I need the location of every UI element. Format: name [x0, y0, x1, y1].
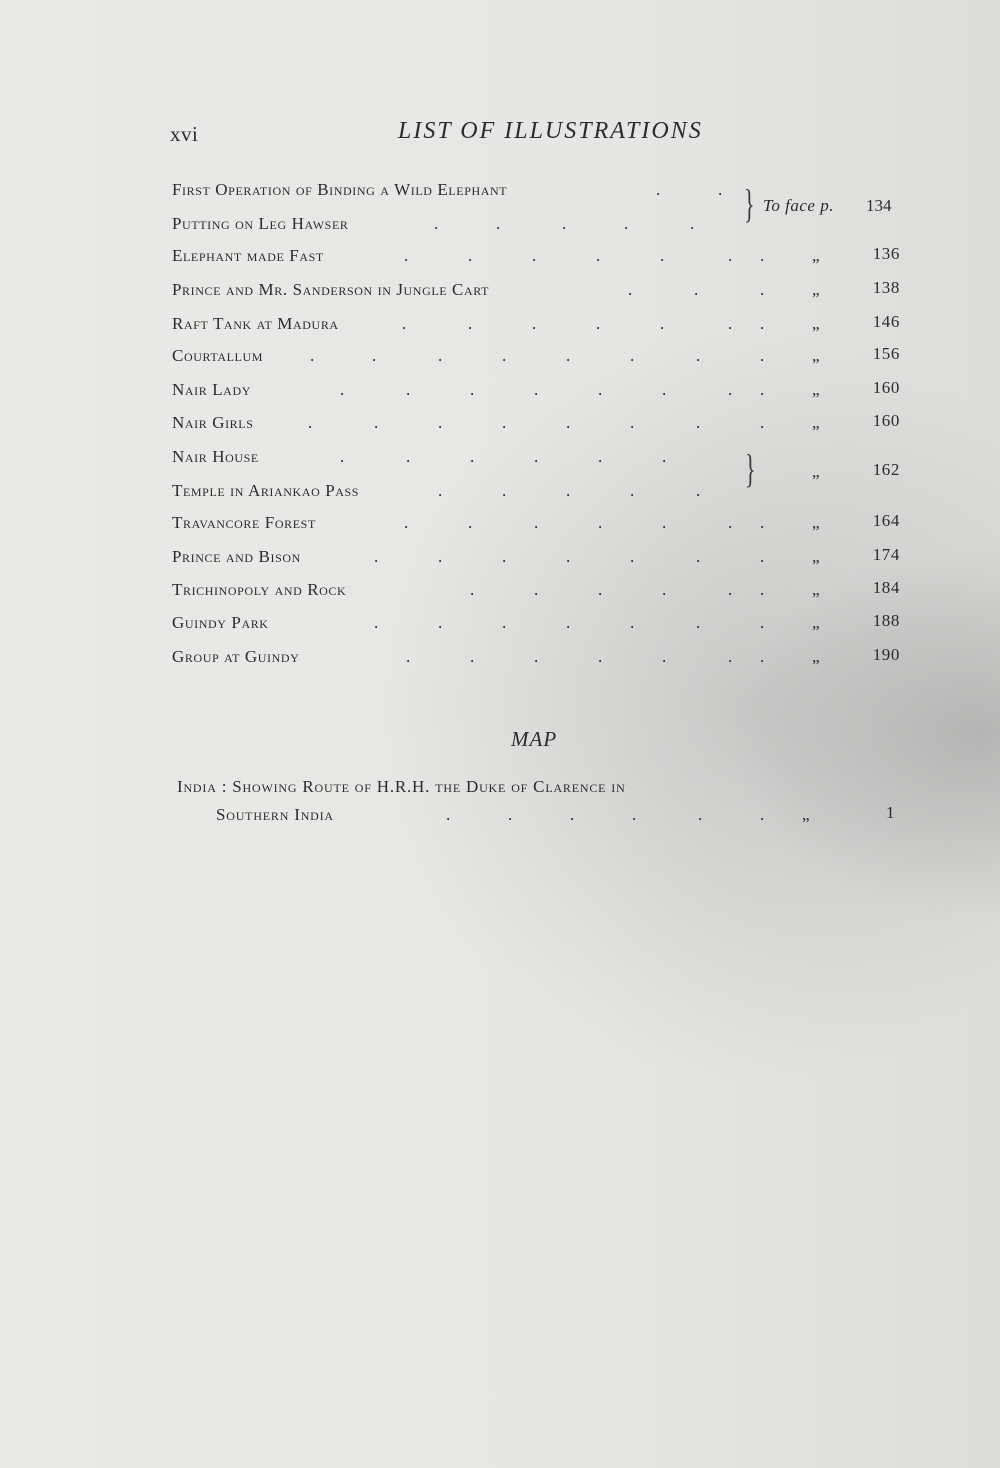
entry-page: 160: [872, 378, 900, 397]
leader-dot: .: [502, 547, 507, 566]
entry-page: 190: [872, 645, 900, 664]
leader-dot: .: [534, 513, 539, 532]
entry-page: 162: [872, 460, 900, 479]
leader-dot: .: [566, 346, 571, 365]
leader-dot: .: [760, 280, 765, 299]
illustration-entry: [172, 613, 902, 641]
entry-page: 174: [872, 545, 900, 564]
leader-dot: .: [728, 380, 733, 399]
leader-dot: .: [662, 380, 667, 399]
leader-dot: .: [596, 246, 601, 265]
entry-title: Prince and Bison: [172, 547, 301, 566]
entry-title: Raft Tank at Madura: [172, 314, 339, 333]
entry-page: 184: [872, 578, 900, 597]
leader-dot: .: [728, 246, 733, 265]
leader-dot: .: [468, 314, 473, 333]
leader-dot: .: [728, 314, 733, 333]
leader-dot: .: [470, 580, 475, 599]
leader-dot: .: [596, 314, 601, 333]
leader-dot: .: [662, 513, 667, 532]
entry-title: Nair Lady: [172, 380, 251, 399]
entry-title: Guindy Park: [172, 613, 269, 632]
entry-title: Putting on Leg Hawser: [172, 214, 349, 233]
entry-page: 160: [872, 411, 900, 430]
leader-dot: .: [760, 314, 765, 333]
leader-dot: .: [696, 346, 701, 365]
leader-dot: .: [372, 346, 377, 365]
entry-title: Prince and Mr. Sanderson in Jungle Cart: [172, 280, 490, 299]
leader-dot: .: [406, 380, 411, 399]
leader-dot: .: [562, 214, 567, 233]
illustration-entry: [172, 547, 902, 575]
ditto-mark: „: [812, 462, 821, 481]
leader-dot: .: [502, 481, 507, 500]
grouped-page-ref: [172, 462, 902, 490]
ditto-mark: „: [812, 246, 821, 265]
face-page-number: 134: [866, 196, 892, 215]
leader-dot: .: [630, 413, 635, 432]
leader-dot: .: [340, 447, 345, 466]
leader-dot: .: [534, 580, 539, 599]
leader-dot: .: [760, 580, 765, 599]
ditto-mark: „: [812, 314, 821, 333]
leader-dot: .: [502, 346, 507, 365]
ditto-mark: „: [812, 513, 821, 532]
leader-dot: .: [728, 580, 733, 599]
leader-dot: .: [308, 413, 313, 432]
leader-dot: .: [468, 246, 473, 265]
leader-dot: .: [728, 513, 733, 532]
leader-dot: .: [406, 647, 411, 666]
ditto-mark: „: [812, 647, 821, 666]
map-entry-title: India : Showing Route of H.R.H. the Duke of Clarence in: [177, 777, 626, 796]
illustration-entry: [172, 380, 902, 408]
leader-dot: .: [696, 481, 701, 500]
leader-dot: .: [760, 413, 765, 432]
leader-dot: .: [662, 647, 667, 666]
leader-dot: .: [438, 613, 443, 632]
entry-title: Nair Girls: [172, 413, 254, 432]
running-head: [170, 118, 900, 150]
leader-dot: .: [628, 280, 633, 299]
leader-dot: .: [438, 481, 443, 500]
map-page-number: 1: [886, 803, 896, 822]
entry-page: 188: [872, 611, 900, 630]
leader-dot: .: [660, 314, 665, 333]
leader-dot: .: [760, 613, 765, 632]
leader-dot: .: [566, 613, 571, 632]
leader-dot: .: [696, 613, 701, 632]
leader-dot: .: [374, 413, 379, 432]
entry-page: 164: [872, 511, 900, 530]
leader-dot: .: [698, 805, 704, 824]
leader-dot: .: [660, 246, 665, 265]
leader-dot: .: [402, 314, 407, 333]
entry-title: Trichinopoly and Rock: [172, 580, 347, 599]
ditto-mark: „: [812, 380, 821, 399]
leader-dot: .: [760, 647, 765, 666]
leader-dot: .: [624, 214, 629, 233]
leader-dot: .: [470, 447, 475, 466]
illustration-entry: [172, 246, 902, 274]
entry-title: Elephant made Fast: [172, 246, 324, 265]
leader-dot: .: [598, 647, 603, 666]
illustration-entry: [172, 346, 902, 374]
entry-page: 136: [872, 244, 900, 263]
leader-dot: .: [760, 547, 765, 566]
leader-dot: .: [468, 513, 473, 532]
leader-dot: .: [470, 647, 475, 666]
leader-dot: .: [696, 413, 701, 432]
leader-dot: .: [310, 346, 315, 365]
leader-dot: .: [438, 547, 443, 566]
leader-dot: .: [532, 246, 537, 265]
leader-dot: .: [632, 805, 638, 824]
leader-dot: .: [630, 547, 635, 566]
leader-dot: .: [534, 447, 539, 466]
leader-dot: .: [598, 580, 603, 599]
leader-dot: .: [760, 380, 765, 399]
leader-dot: .: [598, 447, 603, 466]
entry-title: Travancore Forest: [172, 513, 316, 532]
leader-dot: .: [502, 413, 507, 432]
entry-page: 138: [872, 278, 900, 297]
leader-dot: .: [496, 214, 501, 233]
leader-dot: .: [598, 513, 603, 532]
illustration-entry: [172, 413, 902, 441]
ditto-mark: „: [812, 580, 821, 599]
to-face-label: To face p.: [763, 196, 834, 215]
illustration-entry: [172, 580, 902, 608]
leader-dot: .: [718, 180, 723, 199]
leader-dot: .: [434, 214, 439, 233]
leader-dot: .: [690, 214, 695, 233]
leader-dot: .: [696, 547, 701, 566]
leader-dot: .: [760, 346, 765, 365]
entry-title: Nair House: [172, 447, 259, 466]
leader-dot: .: [570, 805, 576, 824]
leader-dot: .: [662, 580, 667, 599]
entry-page: 146: [872, 312, 900, 331]
page-title: LIST OF ILLUSTRATIONS: [398, 118, 703, 144]
leader-dot: .: [508, 805, 514, 824]
leader-dot: .: [532, 314, 537, 333]
brace-icon: }: [745, 446, 756, 491]
leader-dot: .: [534, 647, 539, 666]
leader-dot: .: [662, 447, 667, 466]
ditto-mark: „: [812, 413, 821, 432]
leader-dot: .: [502, 613, 507, 632]
entry-title: Group at Guindy: [172, 647, 300, 666]
leader-dot: .: [760, 513, 765, 532]
leader-dot: .: [566, 481, 571, 500]
ditto-mark: „: [812, 346, 821, 365]
leader-dot: .: [404, 513, 409, 532]
leader-dot: .: [406, 447, 411, 466]
entry-title: Temple in Ariankao Pass: [172, 481, 360, 500]
leader-dot: .: [566, 547, 571, 566]
ditto-mark: „: [812, 613, 821, 632]
map-heading: MAP: [511, 727, 558, 751]
ditto-mark: „: [802, 805, 811, 824]
ditto-mark: „: [812, 547, 821, 566]
entry-page: 156: [872, 344, 900, 363]
page-number: xvi: [170, 122, 199, 146]
map-entry-title-cont: Southern India: [216, 805, 334, 824]
illustration-entry: [172, 280, 902, 308]
leader-dot: .: [760, 805, 766, 824]
leader-dot: .: [438, 346, 443, 365]
leader-dot: .: [534, 380, 539, 399]
leader-dot: .: [374, 613, 379, 632]
leader-dot: .: [374, 547, 379, 566]
entry-title: Courtallum: [172, 346, 263, 365]
illustration-entry: [172, 647, 902, 675]
leader-dot: .: [404, 246, 409, 265]
leader-dot: .: [598, 380, 603, 399]
leader-dot: .: [446, 805, 452, 824]
illustration-entry: [172, 513, 902, 541]
leader-dot: .: [760, 246, 765, 265]
leader-dot: .: [728, 647, 733, 666]
leader-dot: .: [630, 613, 635, 632]
ditto-mark: „: [812, 280, 821, 299]
brace-icon: }: [744, 181, 755, 226]
leader-dot: .: [656, 180, 661, 199]
leader-dot: .: [630, 346, 635, 365]
leader-dot: .: [694, 280, 699, 299]
map-entry-continuation: [216, 805, 906, 833]
leader-dot: .: [470, 380, 475, 399]
leader-dot: .: [630, 481, 635, 500]
leader-dot: .: [566, 413, 571, 432]
illustration-entry: [172, 314, 902, 342]
entry-title: First Operation of Binding a Wild Elephant: [172, 180, 508, 199]
leader-dot: .: [438, 413, 443, 432]
leader-dot: .: [340, 380, 345, 399]
illustration-entry: [172, 214, 902, 242]
